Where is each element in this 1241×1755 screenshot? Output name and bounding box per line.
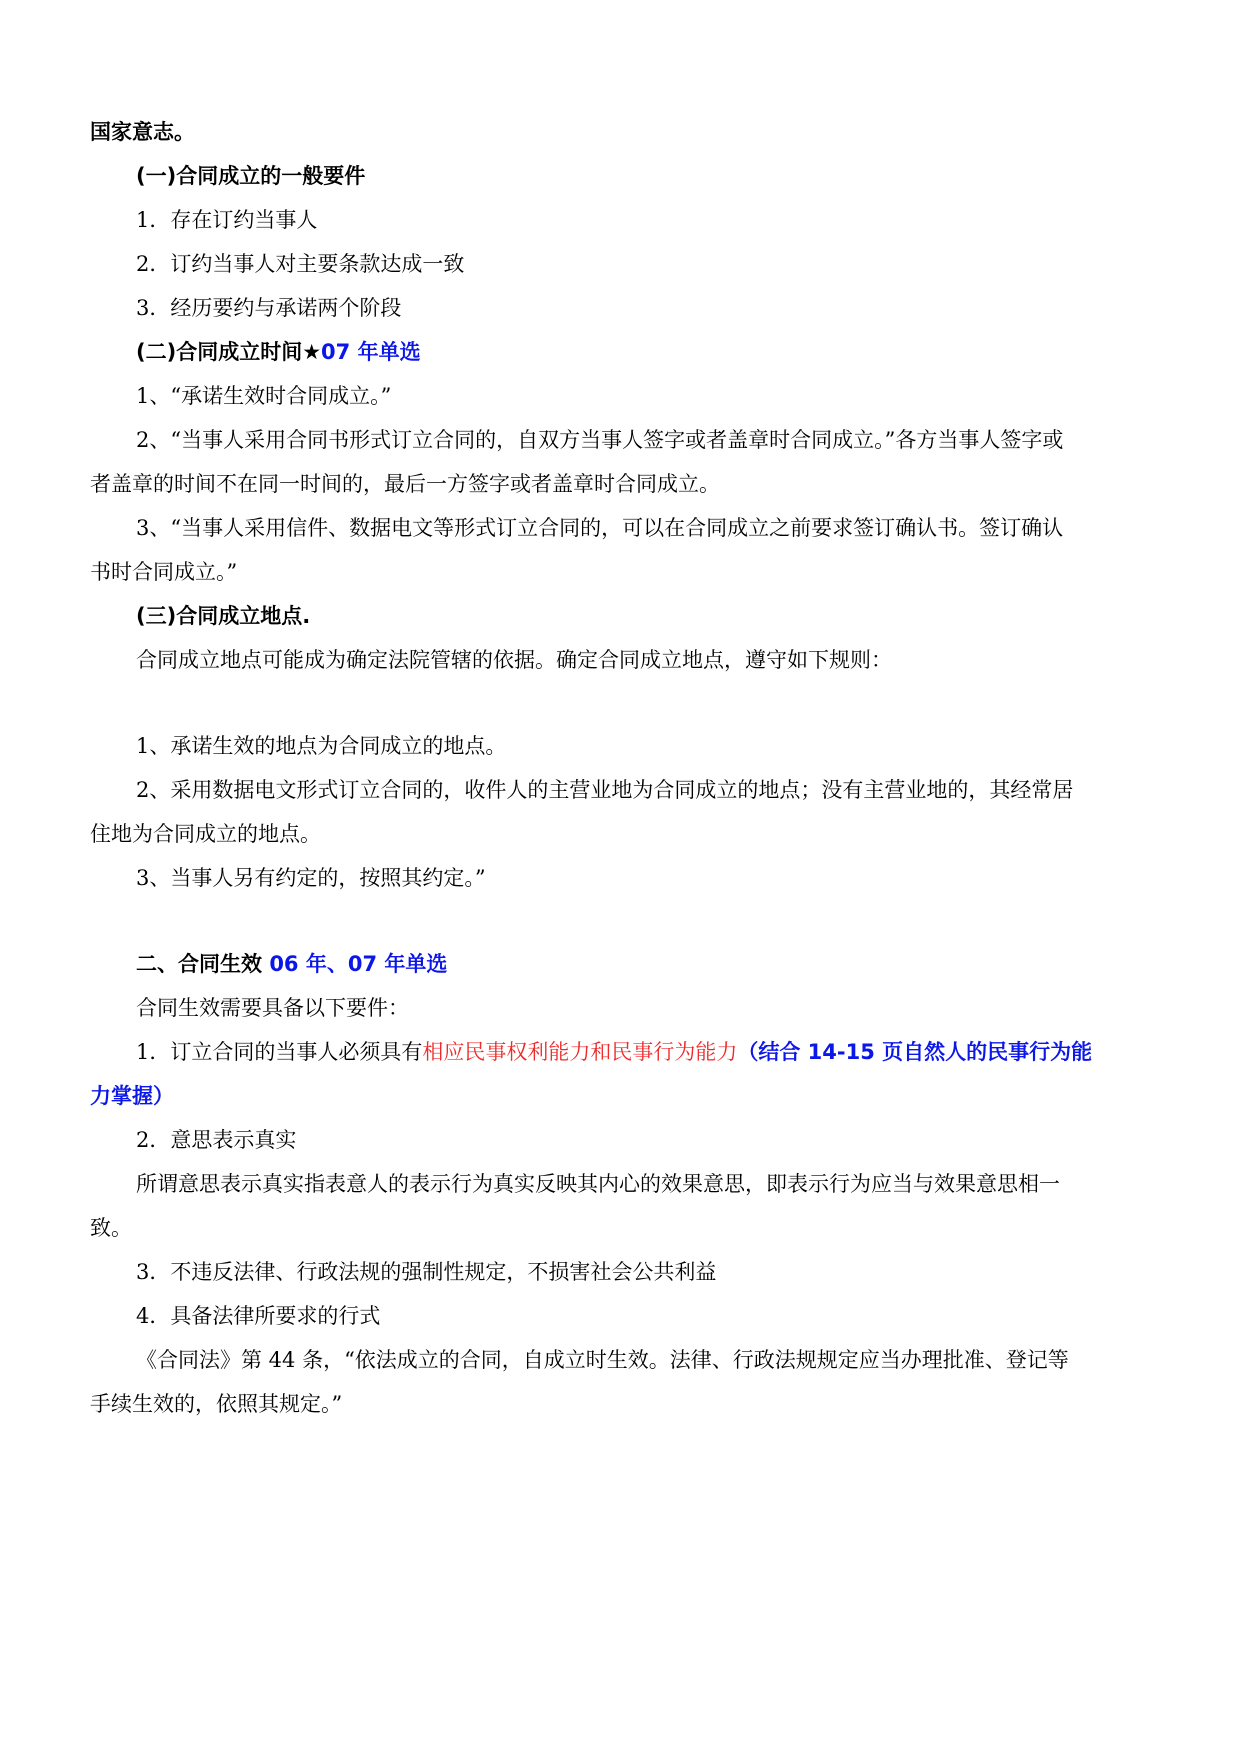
list-item: 1．存在订约当事人 (136, 208, 318, 232)
paragraph-line: 所谓意思表示真实指表意人的表示行为真实反映其内心的效果意思，即表示行为应当与效果意思相一 (136, 1172, 1060, 1196)
list-item: 2、采用数据电文形式订立合同的，收件人的主营业地为合同成立的地点；没有主营业地的，其经常居 (136, 778, 1074, 802)
section-heading-3: (三)合同成立地点. (136, 604, 311, 628)
paragraph-line: 《合同法》第 44 条，“依法成立的合同，自成立时生效。法律、行政法规规定应当办理批准、登记等 (136, 1348, 1069, 1372)
list-item: 3、当事人另有约定的，按照其约定。” (136, 866, 486, 890)
list-item: 2．订约当事人对主要条款达成一致 (136, 252, 465, 276)
heading-text: (二)合同成立时间★ (136, 340, 322, 364)
highlight-note: 力掌握） (90, 1084, 174, 1108)
highlight-note: （结合 14-15 页自然人的民事行为能 (737, 1040, 1093, 1064)
continuation-line: 国家意志。 (90, 120, 195, 144)
section-heading-2 (136, 337, 421, 367)
paragraph-line: 合同成立地点可能成为确定法院管辖的依据。确定合同成立地点，遵守如下规则： (136, 648, 892, 672)
paragraph-line: 手续生效的，依照其规定。” (90, 1392, 343, 1416)
list-item: 4．具备法律所要求的行式 (136, 1304, 381, 1328)
list-item: 3．经历要约与承诺两个阶段 (136, 296, 402, 320)
heading-text: 二、合同生效 (136, 952, 270, 976)
list-item: 1、承诺生效的地点为合同成立的地点。 (136, 734, 507, 758)
list-item: 2．意思表示真实 (136, 1128, 297, 1152)
exam-tag: 06 年、07 年单选 (269, 952, 448, 976)
exam-tag: 07 年单选 (321, 340, 421, 364)
list-item (136, 1037, 1092, 1067)
paragraph-line: 者盖章的时间不在同一时间的，最后一方签字或者盖章时合同成立。 (90, 472, 720, 496)
section-heading-1: (一)合同成立的一般要件 (136, 164, 366, 188)
paragraph-line: 致。 (90, 1216, 132, 1240)
list-item: 1、“承诺生效时合同成立。” (136, 384, 392, 408)
paragraph-line: 书时合同成立。” (90, 560, 238, 584)
paragraph-line: 3、“当事人采用信件、数据电文等形式订立合同的，可以在合同成立之前要求签订确认书。签订确认 (136, 516, 1064, 540)
paragraph-line: 合同生效需要具备以下要件： (136, 996, 409, 1020)
paragraph-line: 2、“当事人采用合同书形式订立合同的，自双方当事人签字或者盖章时合同成立。”各方当事人签字或 (136, 428, 1064, 452)
item-text: 1．订立合同的当事人必须具有 (136, 1040, 423, 1064)
paragraph-line: 住地为合同成立的地点。 (90, 822, 321, 846)
section-heading-main (136, 949, 447, 979)
list-item: 3．不违反法律、行政法规的强制性规定，不损害社会公共利益 (136, 1260, 717, 1284)
highlight-red: 相应民事权利能力和民事行为能力 (422, 1040, 738, 1064)
